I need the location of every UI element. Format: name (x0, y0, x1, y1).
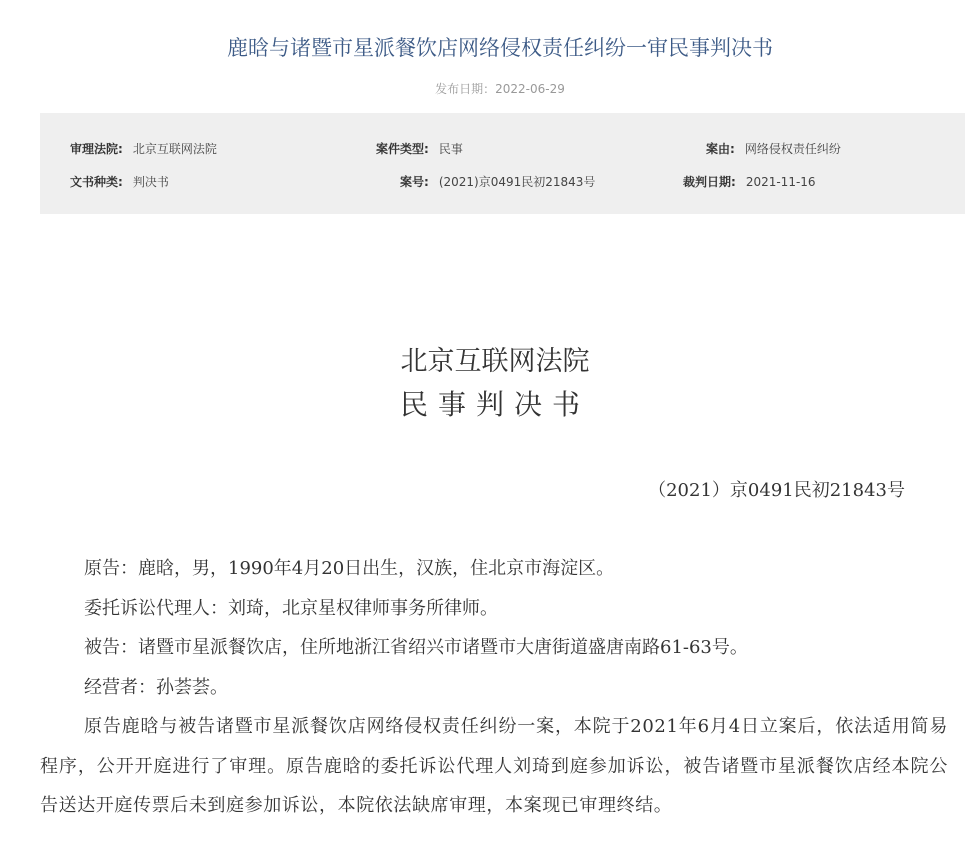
case-number: （2021）京0491民初21843号 (648, 480, 905, 501)
paragraph-plaintiff: 原告：鹿晗，男，1990年4月20日出生，汉族，住北京市海淀区。 (84, 558, 615, 579)
court-name: 北京互联网法院 (400, 346, 590, 377)
info-judgment-date-value: 2021-11-16 (745, 175, 816, 189)
info-case-type-label: 案件类型: (376, 142, 429, 156)
info-doc-type (70, 173, 169, 190)
document-title: 鹿晗与诸暨市星派餐饮店网络侵权责任纠纷一审民事判决书 (227, 36, 773, 60)
publish-date-label: 发布日期： (435, 82, 496, 96)
paragraph-operator: 经营者：孙荟荟。 (84, 676, 228, 698)
paragraph-defendant: 被告：诸暨市星派餐饮店，住所地浙江省绍兴市诸暨市大唐街道盛唐南路61-63号。 (84, 637, 748, 658)
info-court (70, 140, 217, 157)
info-case-type (376, 140, 463, 157)
paragraph-agent: 委托诉讼代理人：刘琦，北京星权律师事务所律师。 (84, 597, 498, 619)
info-case-no-label: 案号: (400, 175, 429, 189)
info-doc-type-value: 判决书 (132, 175, 169, 189)
info-case-no (400, 173, 595, 190)
info-doc-type-label: 文书种类: (70, 175, 123, 189)
info-cause (706, 140, 841, 157)
publish-date (0, 80, 965, 97)
judgment-body (40, 549, 948, 826)
publish-date-value: 2022-06-29 (495, 82, 565, 96)
info-court-label: 审理法院: (70, 142, 123, 156)
document-type-heading: 民事判决书 (399, 388, 590, 421)
info-case-no-value: (2021)京0491民初21843号 (438, 175, 596, 189)
case-info-panel (40, 113, 965, 214)
info-judgment-date (683, 173, 816, 190)
info-case-type-value: 民事 (438, 142, 463, 156)
info-cause-value: 网络侵权责任纠纷 (744, 142, 841, 156)
info-judgment-date-label: 裁判日期: (683, 175, 736, 189)
info-cause-label: 案由: (706, 142, 735, 156)
paragraph-case-summary: 原告鹿晗与被告诸暨市星派餐饮店网络侵权责任纠纷一案，本院于2021年6月4日立案后，依法适用简易程序，公开开庭进行了审理。原告鹿晗的委托诉讼代理人刘琦到庭参加诉讼，被告诸暨市星派餐饮店经本院公告送达开庭传票后未到庭参加诉讼，本院依法缺席审理，本案现已审理终结。 (40, 716, 948, 816)
info-court-value: 北京互联网法院 (132, 142, 217, 156)
